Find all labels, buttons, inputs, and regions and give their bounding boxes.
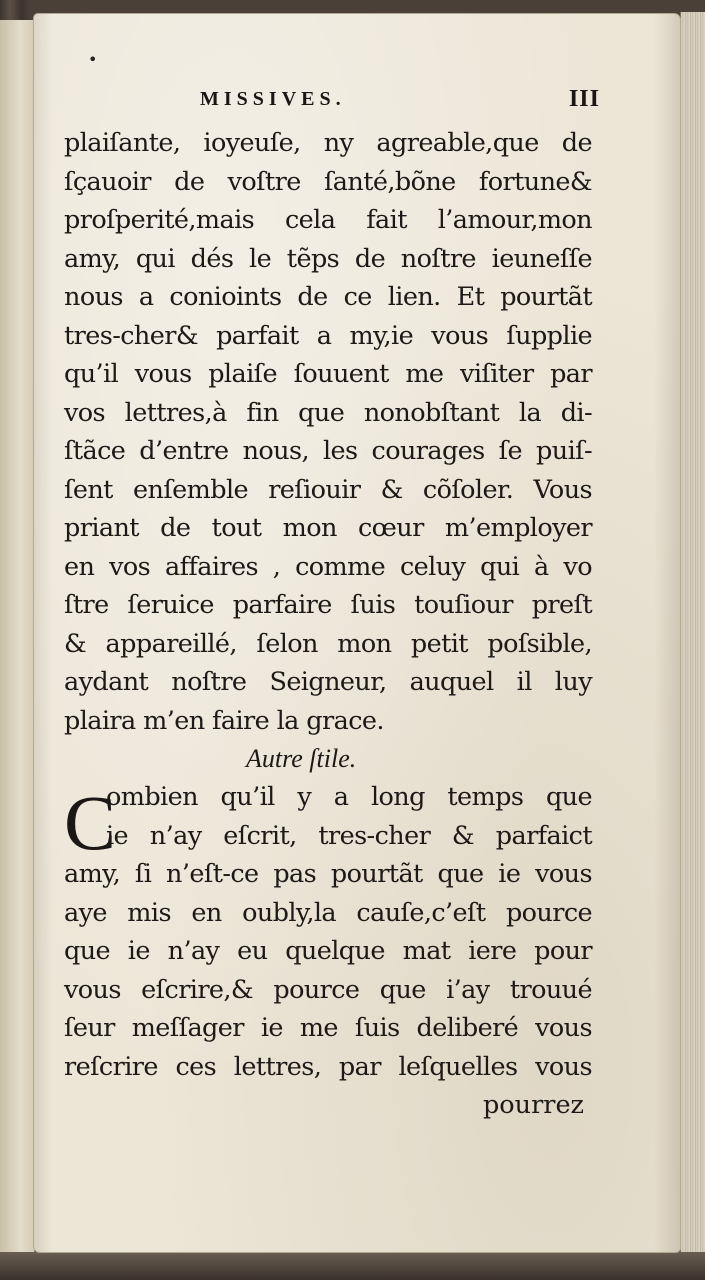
text-line: priant de tout mon cœur m’employer [64, 513, 592, 543]
folio-number: III [568, 86, 600, 112]
text-line: ſeur meſſager ie me ſuis deliberé vous [64, 1013, 592, 1043]
text-line: proſperité,mais cela fait l’amour,mon [64, 205, 592, 235]
page-edges-stack [680, 12, 705, 1262]
catchword: pourrez [482, 1090, 584, 1120]
text-line: en vos affaires , comme celuy qui à vo [64, 551, 592, 582]
text-line: & appareillé, ſelon mon petit poſsible, [64, 628, 592, 659]
text-line: ombien qu’il y a long temps que [106, 782, 592, 812]
text-line: plaira m’en faire la grace. [64, 705, 384, 736]
text-line: qu’il vous plaiſe ſouuent me viſiter par [64, 359, 592, 389]
running-title: MISSIVES. [200, 88, 346, 110]
text-line: aye mis en oubly,la cauſe,c’eſt pource [64, 897, 592, 928]
text-line: amy, qui dés le tẽps de noſtre ieuneſſe [64, 243, 592, 274]
page-header [200, 88, 600, 118]
drop-capital: C [64, 779, 117, 866]
section-subheading: Autre ſtile. [246, 744, 357, 773]
text-line: que ie n’ay eu quelque mat iere pour [64, 936, 592, 966]
text-line: tres-cher& parfait a my,ie vous ſupplie [64, 320, 592, 351]
body-text [64, 124, 592, 1125]
left-page-edge [0, 20, 35, 1260]
text-line: nous a conioints de ce lien. Et pourtãt [64, 282, 592, 312]
text-line: ie n’ay eſcrit, tres-cher & parfaict [106, 820, 592, 851]
book-bottom-edge [0, 1252, 705, 1280]
text-line: ſtre ſeruice parfaire ſuis touſiour preſt [64, 590, 592, 620]
text-line: ſçauoir de voſtre ſanté,bõne fortune& [64, 166, 592, 197]
text-line: reſcrire ces lettres, par leſquelles vous [64, 1051, 592, 1082]
text-line: amy, ſi n’eſt-ce pas pourtãt que ie vous [64, 859, 592, 889]
text-line: ſent enſemble reſiouir & cõſoler. Vous [64, 474, 592, 505]
text-line: plaiſante, ioyeuſe, ny agreable,que de [64, 128, 592, 158]
text-line: ſtãce d’entre nous, les courages ſe puiſ- [64, 436, 592, 466]
printer-ornament: • [88, 50, 98, 69]
text-line: vous eſcrire,& pource que i’ay trouué [64, 974, 592, 1005]
text-line: aydant noſtre Seigneur, auquel il luy [64, 667, 592, 697]
text-line: vos lettres,à fin que nonobſtant la di- [64, 397, 592, 428]
